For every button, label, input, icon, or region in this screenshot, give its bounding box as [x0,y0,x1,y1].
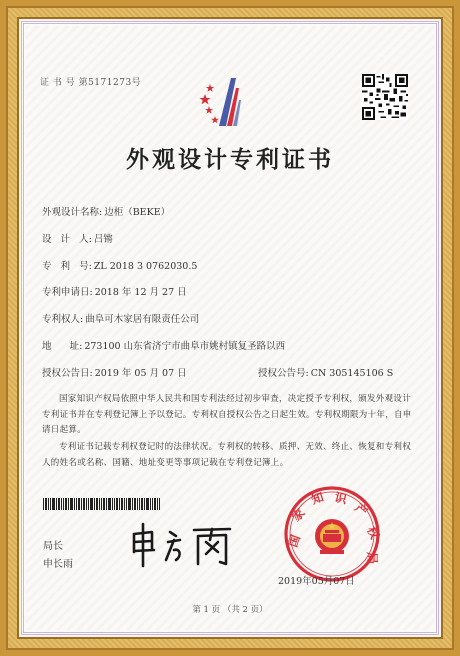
svg-text:知: 知 [309,489,326,507]
field-value: 273100 山东省济宁市曲阜市姚村镇复圣路以西 [84,341,286,352]
field-value: 曲阜可木家居有限责任公司 [85,314,200,325]
svg-text:产: 产 [352,500,371,520]
field-design-name [42,204,170,218]
official-seal-icon [282,484,382,584]
field-label: 专利权人: [42,314,84,325]
field-filing-date [42,284,187,298]
svg-text:家: 家 [289,505,308,525]
field-value: 吕锵 [93,234,113,245]
certificate-paragraph: 专利证书记载专利权登记时的法律状况。专利权的转移、质押、无效、终止、恢复和专利权人的姓名或名称、国籍、地址变更等事项记载在专利登记簿上。 [42,442,412,468]
svg-text:权: 权 [364,524,382,542]
certificate-paragraph: 国家知识产权局依照中华人民共和国专利法经过初步审查，决定授予专利权，颁发外观设计专利证书并在专利登记簿上予以登记。专利权自授权公告之日起生效。专利权期限为十年，自申请日起算。 [42,394,412,435]
field-value: CN 305145106 S [310,368,394,379]
signatory-title: 局长 [43,541,63,552]
qr-code-icon [362,74,408,120]
field-value: ZL 2018 3 0762030.5 [93,261,198,272]
svg-text:局: 局 [365,552,379,565]
field-grant-number [258,365,393,379]
field-value: 2018 年 12 月 27 日 [94,287,187,298]
handwritten-signature [128,520,238,572]
field-patent-number [42,258,197,272]
field-value: 2019 年 05 月 07 日 [94,368,187,379]
field-value: 边柜（BEKE） [104,207,171,218]
certificate-title: 外观设计专利证书 [126,146,334,173]
field-address [42,338,285,352]
field-label: 授权公告号: [258,368,309,379]
field-label: 专 利 号: [42,261,92,272]
field-label: 外观设计名称: [42,207,103,218]
signatory-block [43,538,73,574]
patent-office-emblem-icon [195,72,255,128]
svg-text:识: 识 [333,490,349,507]
field-patentee [42,311,199,325]
field-grant-date [42,365,187,379]
signatory-name: 申长雨 [43,559,73,570]
certificate-number: 证 书 号 第5171273号 [40,78,142,88]
seal-date: 2019年05月07日 [278,576,355,587]
field-label: 授权公告日: [42,368,93,379]
svg-text:国: 国 [285,532,303,550]
page-number: 第 1 页 （共 2 页） [192,605,268,615]
field-designer [42,231,113,245]
field-label: 地 址: [42,341,83,352]
barcode-icon [43,498,160,510]
field-label: 设 计 人: [42,234,92,245]
field-label: 专利申请日: [42,287,93,298]
